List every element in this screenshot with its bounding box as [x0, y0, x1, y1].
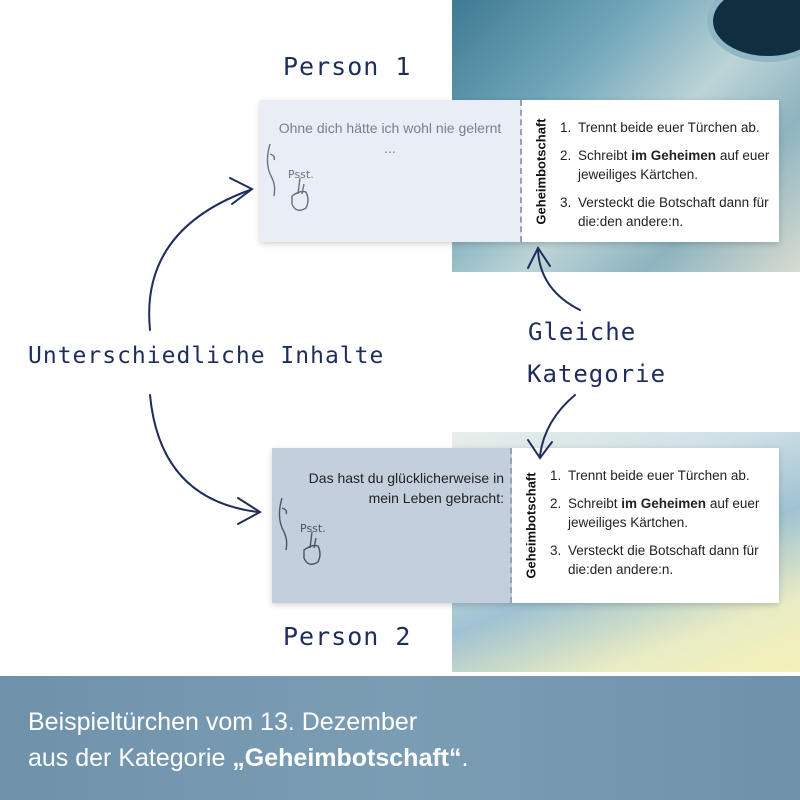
caption-line-1: Beispieltürchen vom 13. Dezember	[28, 708, 418, 736]
instruction-step: 3. Versteckt die Botschaft dann für die:den andere:n.	[550, 543, 759, 577]
same-category-label-2: Kategorie	[527, 360, 667, 388]
person-1-label: Person 1	[283, 52, 412, 81]
caption-footer	[0, 676, 800, 800]
instruction-step: 3. Versteckt die Botschaft dann für die:den andere:n.	[560, 195, 769, 229]
same-category-label-1: Gleiche	[528, 318, 637, 346]
card-prompt-text: Das hast du glücklicherweise in mein Leben gebracht:	[308, 470, 504, 506]
psst-text: Psst.	[288, 168, 314, 181]
instruction-step: 1. Trennt beide euer Türchen ab.	[550, 468, 750, 483]
arrowhead-card-1	[230, 178, 252, 204]
category-label: Geheimbotschaft	[523, 472, 539, 579]
arrow-to-card-1	[149, 190, 250, 330]
instruction-step: 2. Schreibt im Geheimen auf euer jeweiliges Kärtchen.	[550, 496, 760, 530]
category-label: Geheimbotschaft	[533, 117, 549, 225]
arrow-to-category-2	[540, 395, 575, 455]
instruction-step: 2. Schreibt im Geheimen auf euer jeweiliges Kärtchen.	[560, 148, 770, 182]
card-prompt-text: Ohne dich hätte ich wohl nie gelernt ...	[278, 120, 502, 156]
instruction-step: 1. Trennt beide euer Türchen ab.	[560, 120, 760, 135]
psst-text: Psst.	[300, 522, 326, 535]
person-2-label: Person 2	[283, 622, 412, 651]
arrow-to-card-2	[150, 395, 258, 512]
different-contents-label: Unterschiedliche Inhalte	[28, 343, 385, 369]
caption-line-2: aus der Kategorie „Geheimbotschaft“.	[28, 744, 469, 772]
